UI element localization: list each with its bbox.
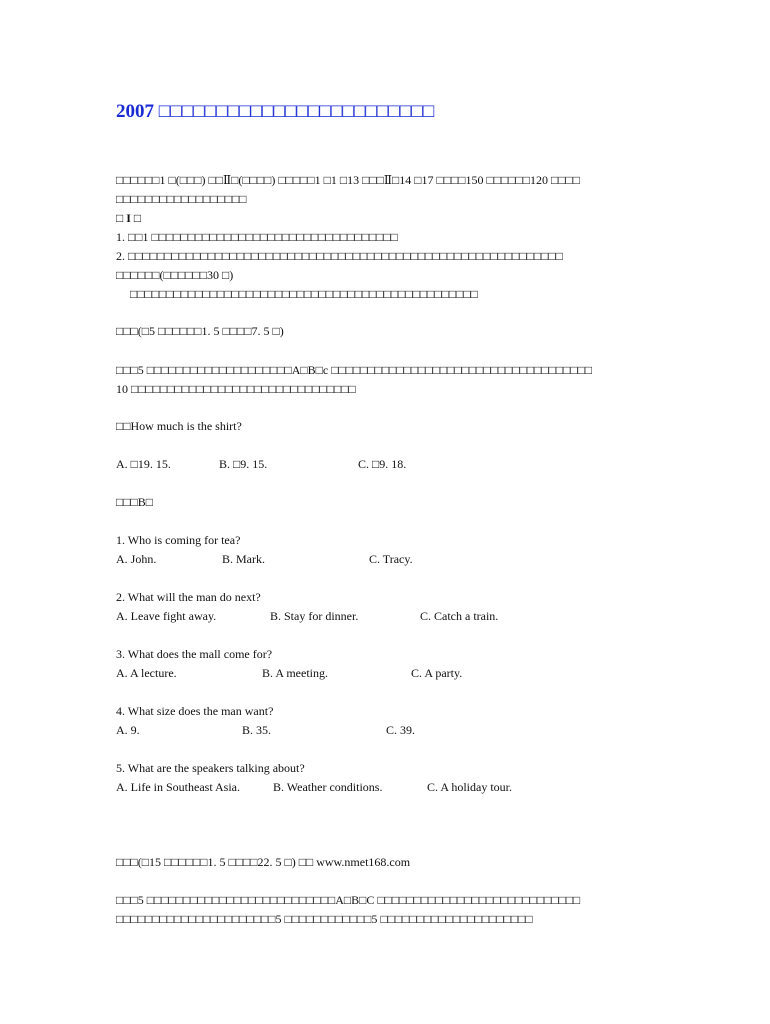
example-answer: □□□B□: [116, 495, 153, 509]
question-2: 2. What will the man do next?: [116, 590, 261, 604]
example-question: □□How much is the shirt?: [116, 419, 242, 433]
intro-line-1: □□□□□□1 □(□□□) □□Ⅱ□(□□□□) □□□□□1 □1 □13 □□□Ⅱ□14 □17 □□□□150 □□□□□□120 □□□□: [116, 173, 580, 187]
example-option-a: A. □19. 15.: [116, 457, 171, 471]
question-1-option-b: B. Mark.: [222, 552, 265, 566]
question-1-option-a: A. John.: [116, 552, 157, 566]
question-1-option-c: C. Tracy.: [369, 552, 413, 566]
note-2-line-1: 2. □□□□□□□□□□□□□□□□□□□□□□□□□□□□□□□□□□□□□□□□□□□□□□□□□□□□□□□□□□□□: [116, 249, 563, 263]
question-2-option-c: C. Catch a train.: [420, 609, 499, 623]
question-2-option-b: B. Stay for dinner.: [270, 609, 359, 623]
note-2-line-2: □□□□□□(□□□□□□30 □): [116, 268, 234, 282]
note-3: □□□□□□□□□□□□□□□□□□□□□□□□□□□□□□□□□□□□□□□□□□□□□□□□: [130, 287, 478, 301]
example-option-c: C. □9. 18.: [358, 457, 407, 471]
intro-line-2: □□□□□□□□□□□□□□□□□□: [116, 192, 247, 206]
question-5-option-c: C. A holiday tour.: [427, 780, 513, 794]
question-2-option-a: A. Leave fight away.: [116, 609, 217, 623]
question-4: 4. What size does the man want?: [116, 704, 274, 718]
question-5-option-a: A. Life in Southeast Asia.: [116, 780, 240, 794]
question-4-option-b: B. 35.: [242, 723, 272, 737]
part-one-label: □ I □: [116, 211, 142, 225]
section-2-heading: □□□(□15 □□□□□□1. 5 □□□□22. 5 □) □□ www.nmet168.com: [116, 855, 411, 869]
section-1-heading: □□□(□5 □□□□□□1. 5 □□□□7. 5 □): [116, 324, 284, 338]
question-3-option-c: C. A party.: [411, 666, 463, 680]
question-5: 5. What are the speakers talking about?: [116, 761, 305, 775]
document-title: 2007 □□□□□□□□□□□□□□□□□□□□□□□□: [116, 101, 435, 122]
question-3-option-b: B. A meeting.: [262, 666, 328, 680]
section-1-instruction-2: 10 □□□□□□□□□□□□□□□□□□□□□□□□□□□□□□□: [116, 382, 356, 396]
question-3: 3. What does the mall come for?: [116, 647, 273, 661]
section-2-instruction-1: □□□5 □□□□□□□□□□□□□□□□□□□□□□□□□□A□B□C □□□□□□□□□□□□□□□□□□□□□□□□□□□□: [116, 893, 581, 907]
section-2-instruction-2: □□□□□□□□□□□□□□□□□□□□□□5 □□□□□□□□□□□□5 □□□□□□□□□□□□□□□□□□□□□: [116, 912, 533, 926]
example-option-b: B. □9. 15.: [219, 457, 268, 471]
question-3-option-a: A. A lecture.: [116, 666, 177, 680]
question-4-option-a: A. 9.: [116, 723, 140, 737]
question-4-option-c: C. 39.: [386, 723, 416, 737]
note-1: 1. □□1 □□□□□□□□□□□□□□□□□□□□□□□□□□□□□□□□□□: [116, 230, 398, 244]
section-1-instruction-1: □□□5 □□□□□□□□□□□□□□□□□□□□A□B□c □□□□□□□□□□□□□□□□□□□□□□□□□□□□□□□□□□□□: [116, 363, 593, 377]
question-1: 1. Who is coming for tea?: [116, 533, 241, 547]
question-5-option-b: B. Weather conditions.: [273, 780, 383, 794]
